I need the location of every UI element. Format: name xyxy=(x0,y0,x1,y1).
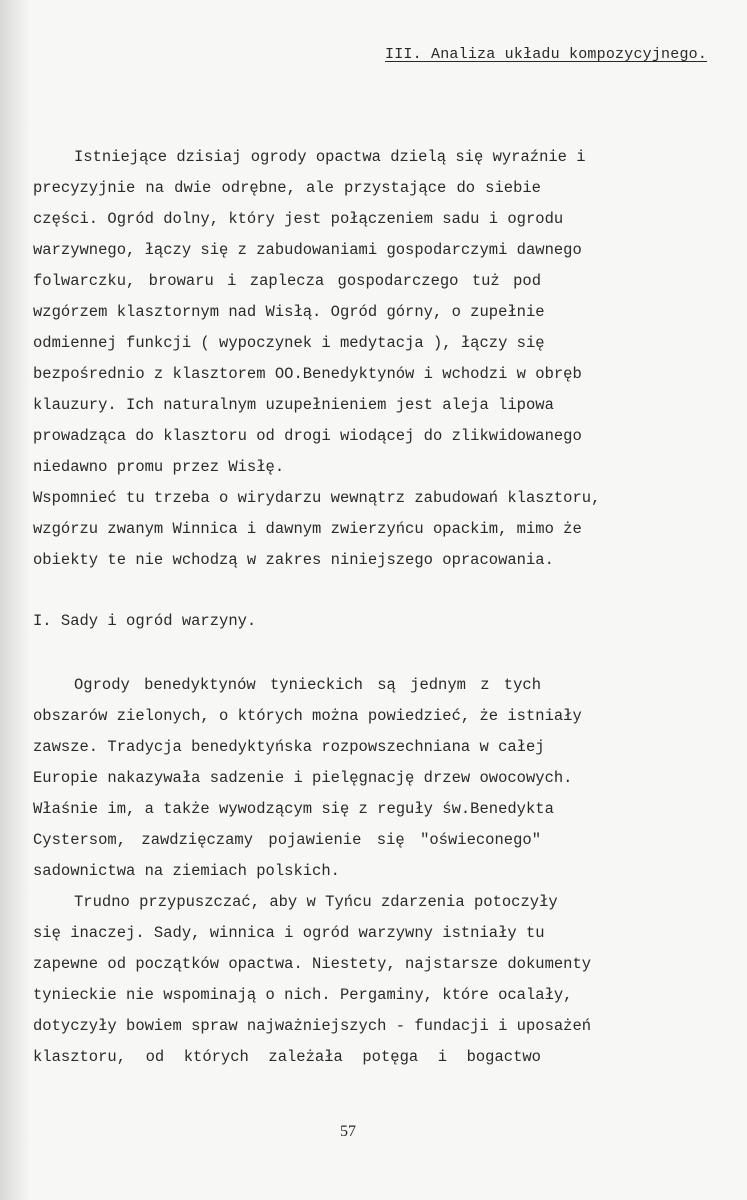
text-line: klauzury. Ich naturalnym uzupełnieniem jest aleja lipowa xyxy=(33,396,554,414)
text-line: Wspomnieć tu trzeba o wirydarzu wewnątrz zabudowań klasztoru, xyxy=(33,489,601,507)
text-line: obiekty te nie wchodzą w zakres niniejszego opracowania. xyxy=(33,551,554,569)
running-header: III. Analiza układu kompozycyjnego. xyxy=(385,46,708,63)
text-line: dotyczyły bowiem spraw najważniejszych - fundacji i uposażeń xyxy=(33,1017,592,1035)
text-line: Istniejące dzisiaj ogrody opactwa dzielą się wyraźnie i xyxy=(74,148,586,166)
text-line: zawsze. Tradycja benedyktyńska rozpowszechniana w całej xyxy=(33,738,545,756)
text-line: prowadząca do klasztoru od drogi wiodącej do zlikwidowanego xyxy=(33,427,582,445)
text-line: Trudno przypuszczać, aby w Tyńcu zdarzenia potoczyły xyxy=(74,893,558,911)
text-line: zapewne od początków opactwa. Niestety, najstarsze dokumenty xyxy=(33,955,592,973)
text-line: Właśnie im, a także wywodzącym się z reguły św.Benedykta xyxy=(33,800,554,818)
text-line: niedawno promu przez Wisłę. xyxy=(33,458,285,476)
text-line: klasztoru, od których zależała potęga i bogactwo xyxy=(33,1048,541,1066)
text-line: sadownictwa na ziemiach polskich. xyxy=(33,862,340,880)
page-number: 57 xyxy=(340,1123,356,1140)
text-line: Ogrody benedyktynów tynieckich są jednym z tych xyxy=(74,676,541,694)
text-line: odmiennej funkcji ( wypoczynek i medytacja ), łączy się xyxy=(33,334,545,352)
text-line: Cystersom, zawdzięczamy pojawienie się "oświeconego" xyxy=(33,831,541,849)
text-line: się inaczej. Sady, winnica i ogród warzywny istniały tu xyxy=(33,924,545,942)
text-line: części. Ogród dolny, który jest połączeniem sadu i ogrodu xyxy=(33,210,564,228)
text-line: bezpośrednio z klasztorem OO.Benedyktynów i wchodzi w obręb xyxy=(33,365,582,383)
scan-edge-shadow xyxy=(0,0,30,1200)
text-line: precyzyjnie na dwie odrębne, ale przystające do siebie xyxy=(33,179,541,197)
text-line: wzgórzu zwanym Winnica i dawnym zwierzyńcu opackim, mimo że xyxy=(33,520,582,538)
text-line: wzgórzem klasztornym nad Wisłą. Ogród górny, o zupełnie xyxy=(33,303,545,321)
text-line: Europie nakazywała sadzenie i pielęgnację drzew owocowych. xyxy=(33,769,573,787)
text-line: warzywnego, łączy się z zabudowaniami gospodarczymi dawnego xyxy=(33,241,582,259)
text-line: folwarczku, browaru i zaplecza gospodarczego tuż pod xyxy=(33,272,541,290)
text-line: obszarów zielonych, o których można powiedzieć, że istniały xyxy=(33,707,582,725)
section-heading: I. Sady i ogród warzyny. xyxy=(33,612,257,630)
text-line: tynieckie nie wspominają o nich. Pergaminy, które ocalały, xyxy=(33,986,573,1004)
